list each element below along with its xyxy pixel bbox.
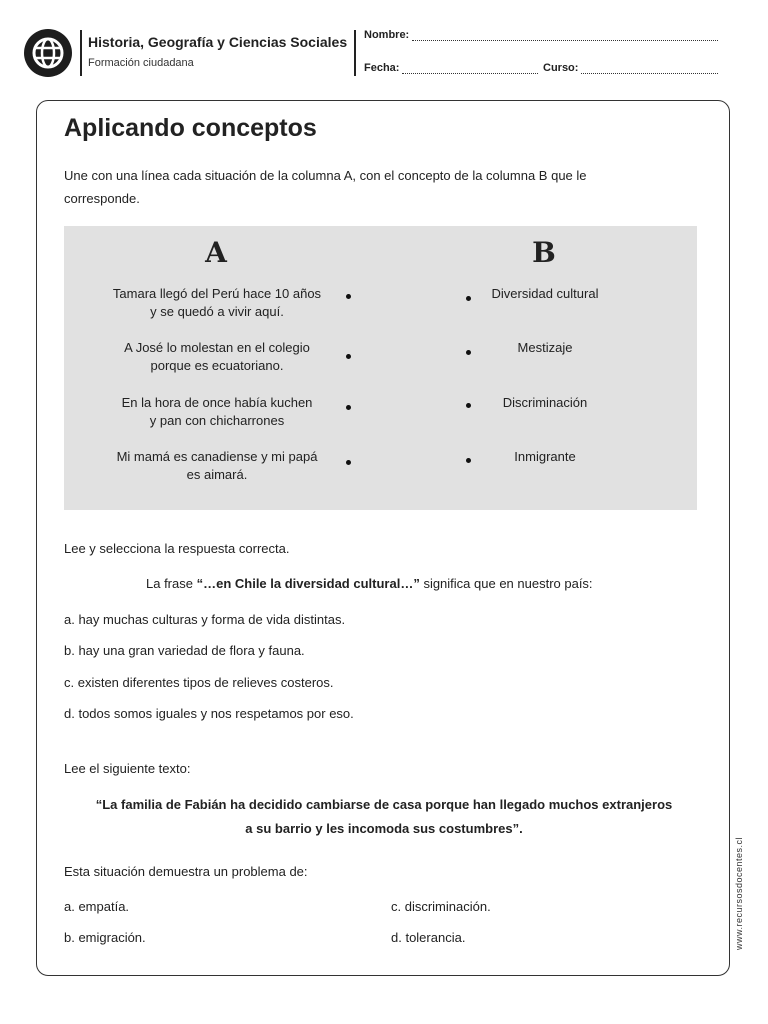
answer-d[interactable]: d. tolerancia. (391, 930, 466, 945)
option-d[interactable]: d. todos somos iguales y nos respetamos por eso. (64, 706, 354, 721)
situation-4: Mi mamá es canadiense y mi papá es aimará. (116, 449, 318, 482)
concept-3: Discriminación (502, 395, 588, 410)
subject-title: Historia, Geografía y Ciencias Sociales (88, 34, 348, 50)
header-divider (80, 30, 82, 76)
option-c[interactable]: c. existen diferentes tipos de relieves costeros. (64, 675, 334, 690)
nombre-label: Nombre: (364, 29, 410, 41)
column-b-heading: B (532, 236, 556, 269)
curso-line[interactable] (581, 63, 718, 74)
curso-field[interactable] (543, 62, 718, 74)
website-watermark: www.recursosdocentes.cl (734, 836, 744, 950)
concept-4-dot[interactable] (466, 458, 471, 463)
subject-subtitle: Formación ciudadana (88, 57, 194, 69)
concept-1: Diversidad cultural (491, 286, 599, 301)
fecha-label: Fecha: (364, 62, 400, 74)
curso-label: Curso: (543, 62, 579, 74)
column-a-heading: A (205, 236, 227, 269)
fecha-line[interactable] (402, 63, 538, 74)
situation-1: Tamara llegó del Perú hace 10 años y se quedó a vivir aquí. (112, 286, 322, 319)
concept-3-dot[interactable] (466, 403, 471, 408)
instruction-line-2: corresponde. (64, 191, 140, 206)
situation-2-dot[interactable] (346, 354, 351, 359)
quote-line-2: a su barrio y les incomoda sus costumbres”. (245, 821, 523, 836)
concept-2-dot[interactable] (466, 350, 471, 355)
fecha-field[interactable] (364, 62, 538, 74)
situation-3: En la hora de once había kuchen y pan con chicharrones (121, 395, 313, 428)
answer-a[interactable]: a. empatía. (64, 899, 130, 914)
concept-4: Inmigrante (514, 449, 576, 464)
concept-2: Mestizaje (517, 340, 573, 355)
option-a[interactable]: a. hay muchas culturas y forma de vida distintas. (64, 612, 346, 627)
situation-4-dot[interactable] (346, 460, 351, 465)
activity-title: Aplicando conceptos (64, 114, 317, 142)
situation-2: A José lo molestan en el colegio porque es ecuatoriano. (124, 340, 310, 373)
quote-line-1: “La familia de Fabián ha decidido cambiarse de casa porque han llegado muchos extranjeros (95, 797, 673, 812)
globe-logo-icon (24, 29, 72, 77)
problem-question: Esta situación demuestra un problema de: (64, 864, 308, 879)
option-b[interactable]: b. hay una gran variedad de flora y fauna. (64, 643, 305, 658)
phrase-prompt: La frase “…en Chile la diversidad cultural…” significa que en nuestro país: (146, 576, 593, 591)
nombre-field[interactable] (364, 29, 718, 41)
answer-b[interactable]: b. emigración. (64, 930, 146, 945)
concept-1-dot[interactable] (466, 296, 471, 301)
read-instruction: Lee el siguiente texto: (64, 761, 191, 776)
nombre-line[interactable] (412, 30, 718, 41)
answer-c[interactable]: c. discriminación. (391, 899, 491, 914)
situation-3-dot[interactable] (346, 405, 351, 410)
situation-1-dot[interactable] (346, 294, 351, 299)
instruction-line-1: Une con una línea cada situación de la columna A, con el concepto de la columna B que le (64, 168, 587, 183)
select-instruction: Lee y selecciona la respuesta correcta. (64, 541, 290, 556)
header-divider-right (354, 30, 356, 76)
